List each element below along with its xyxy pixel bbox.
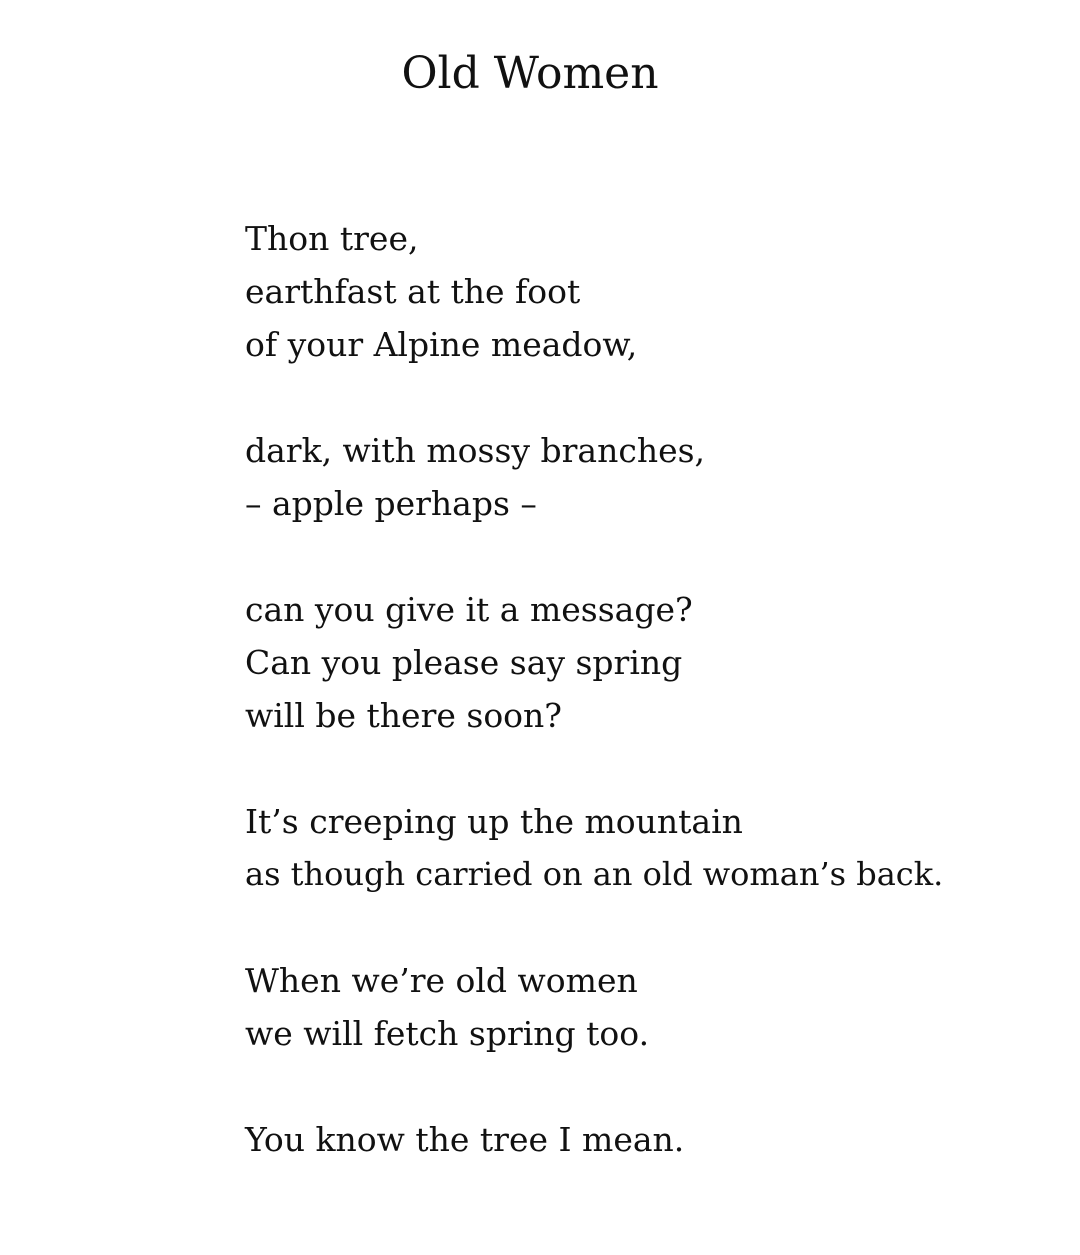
stanza-3 <box>245 583 1045 742</box>
stanza-5 <box>245 954 1045 1060</box>
stanza-4 <box>245 795 1045 901</box>
poem-line: Can you please say spring <box>245 643 683 682</box>
poem-line: dark, with mossy branches, <box>245 431 706 470</box>
poem-line: When we’re old women <box>245 961 638 1000</box>
poem-line: earthfast at the foot <box>245 272 581 311</box>
poem-line: of your Alpine meadow, <box>245 325 638 364</box>
poem-line: we will fetch spring too. <box>245 1014 650 1053</box>
poem-title: Old Women <box>401 48 659 99</box>
poem-line: can you give it a message? <box>245 590 693 629</box>
poem-line: It’s creeping up the mountain <box>245 802 743 841</box>
stanza-2 <box>245 424 1045 530</box>
poem-line: Thon tree, <box>245 219 419 258</box>
poem-body <box>245 212 1045 1219</box>
poem-line: You know the tree I mean. <box>245 1120 685 1159</box>
poem-line: – apple perhaps – <box>245 484 537 523</box>
poem-line: as though carried on an old woman’s back. <box>245 855 944 893</box>
stanza-1 <box>245 212 1045 371</box>
stanza-6 <box>245 1113 1045 1166</box>
poem-line: will be there soon? <box>245 696 562 735</box>
